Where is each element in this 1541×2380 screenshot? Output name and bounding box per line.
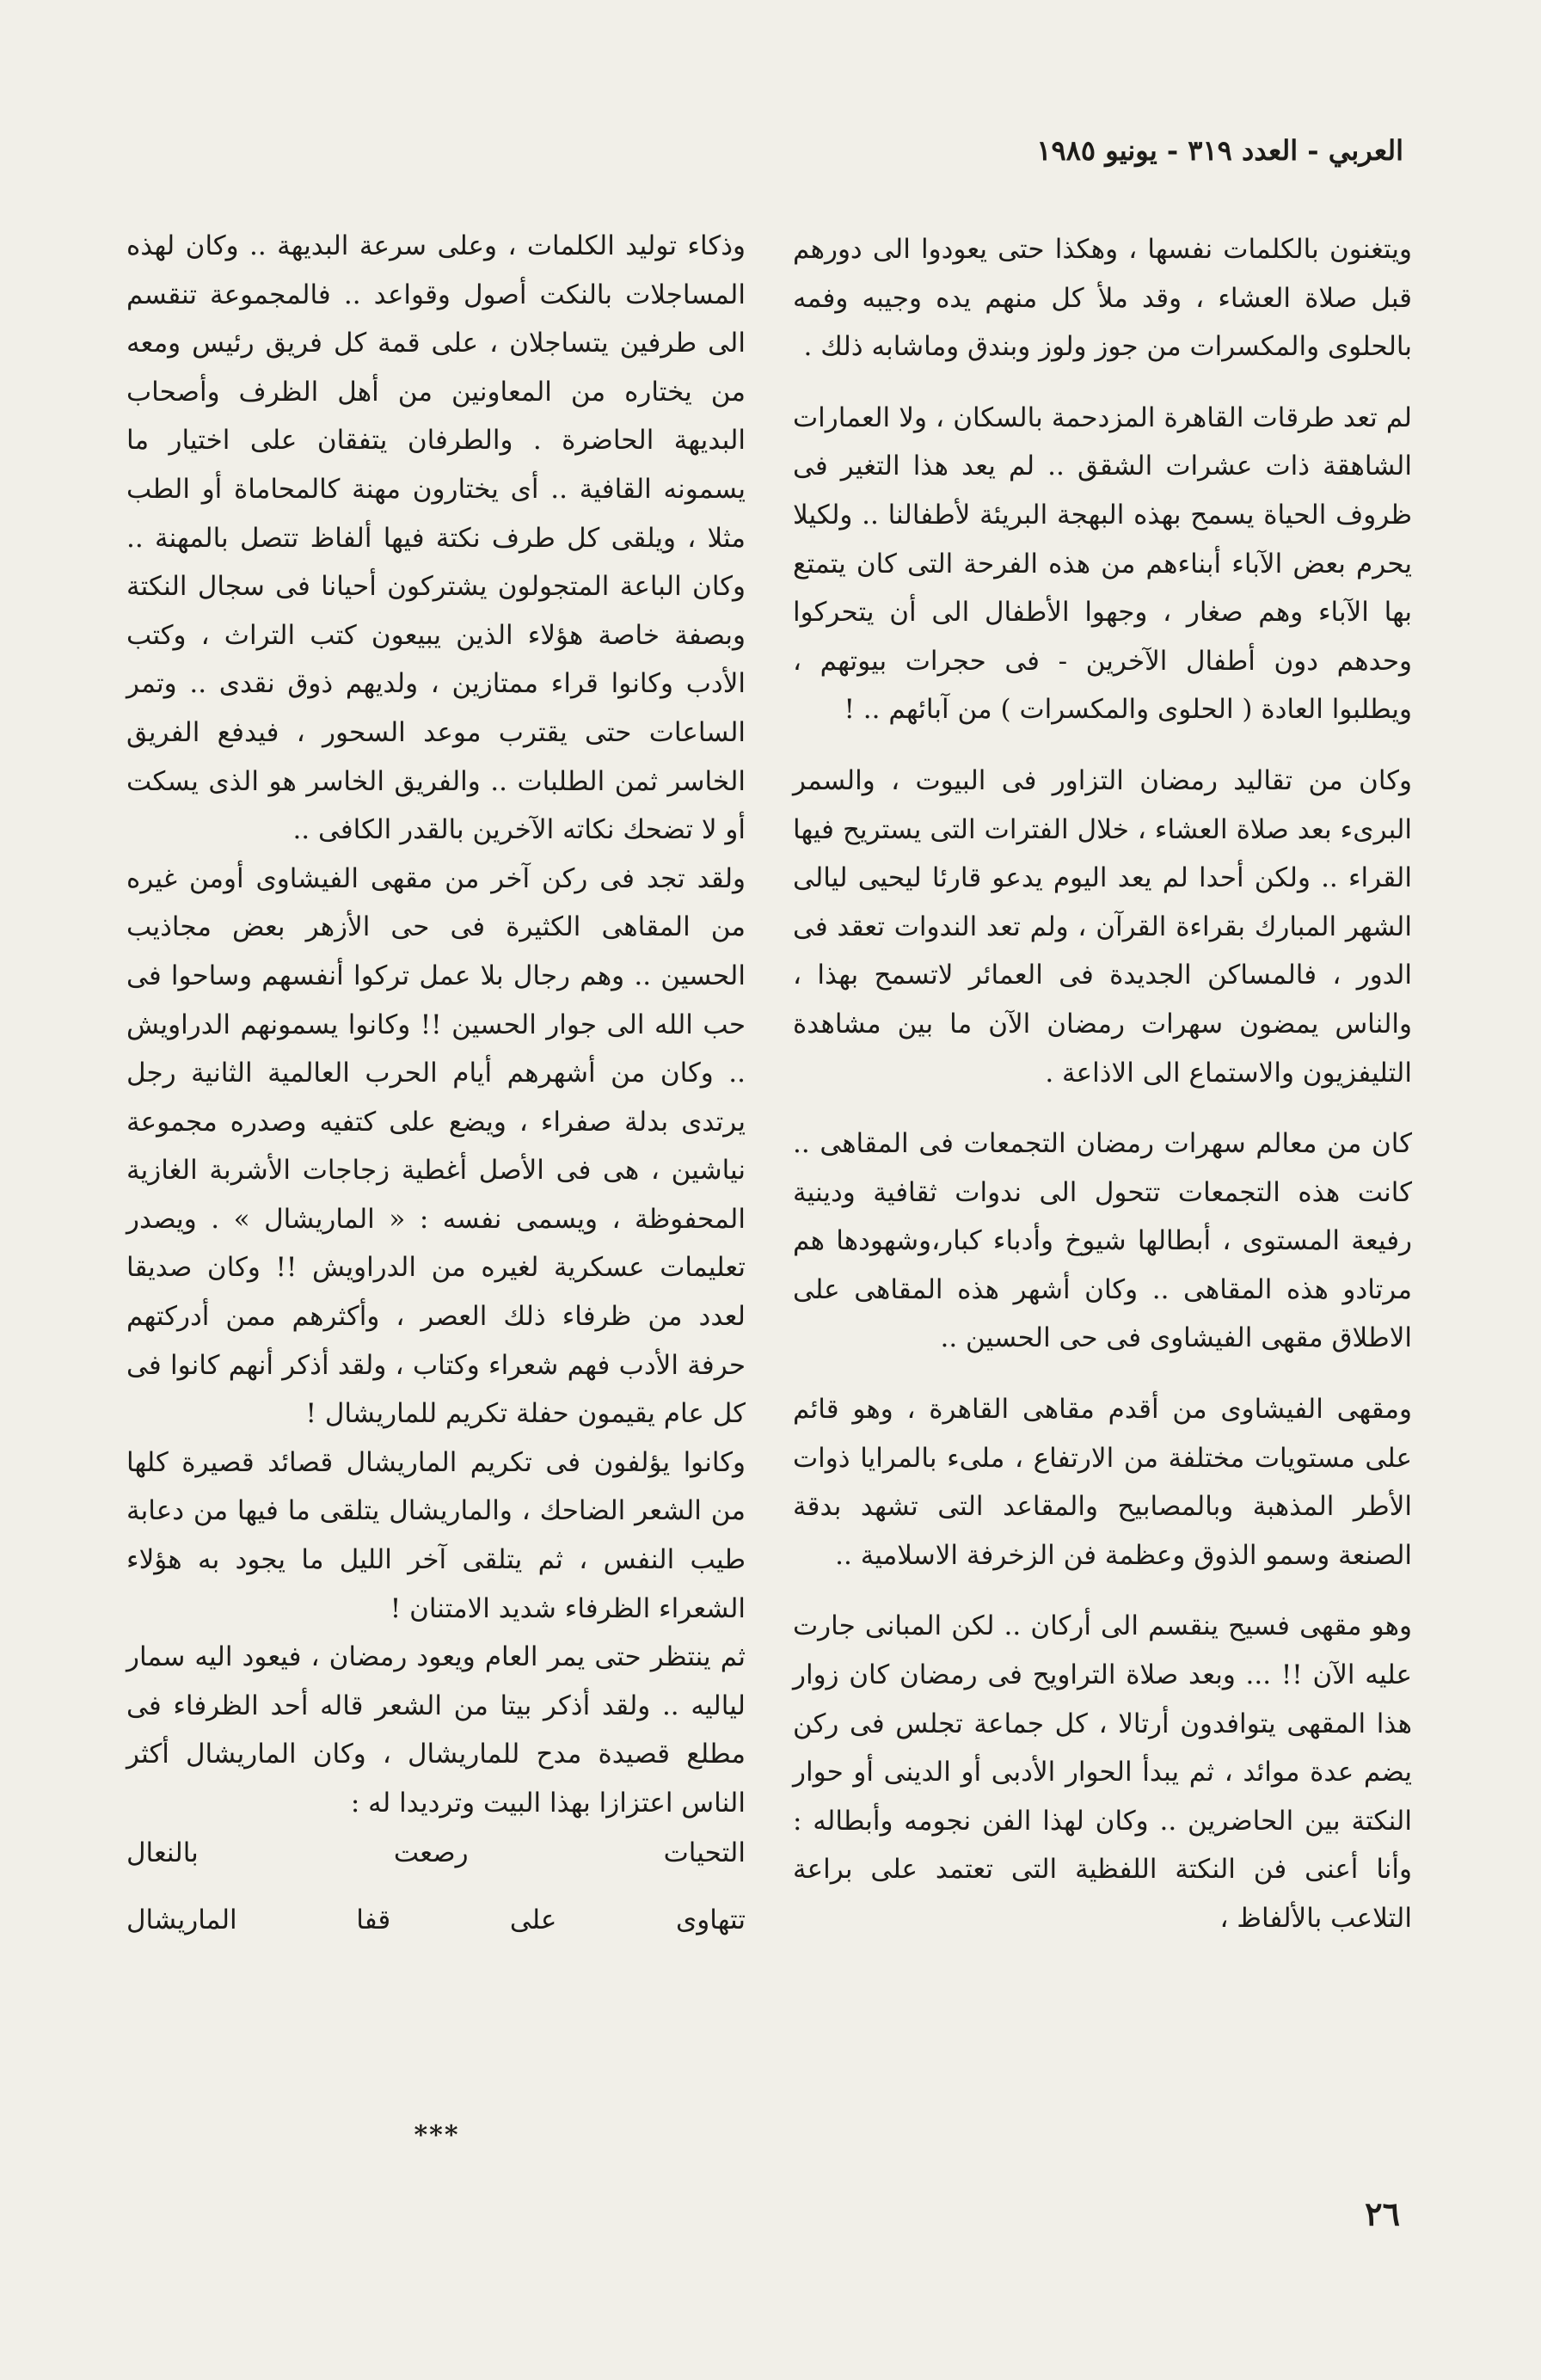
paragraph: وكانوا يؤلفون فى تكريم الماريشال قصائد قصيرة كلها من الشعر الضاحك ، والماريشال يتلقى ما فيها من دعابة طيب النفس ، ثم يتلقى آخر الليل ما يجود به هؤلاء الشعراء الظرفاء شديد الامتنان ! bbox=[126, 1446, 746, 1624]
paragraph: ثم ينتظر حتى يمر العام ويعود رمضان ، فيعود اليه سمار لياليه .. ولقد أذكر بيتا من الشعر قاله أحد الظرفاء فى مطلع قصيدة مدح للماريشال ، وكان الماريشال أكثر الناس اعتزازا بهذا البيت وترديدا له : bbox=[126, 1641, 746, 1819]
page-number: ٢٦ bbox=[1365, 2194, 1400, 2233]
paragraph: ولقد تجد فى ركن آخر من مقهى الفيشاوى أومن غيره من المقاهى الكثيرة فى حى الأزهر بعض مجاذيب الحسين .. وهم رجال بلا عمل تركوا أنفسهم وساحوا فى حب الله الى جوار الحسين !! وكانوا يسمونهم الدراويش .. وكان من أشهرهم أيام الحرب العالمية الثانية رجل يرتدى بدلة صفراء ، ويضع على كتفيه وصدره مجموعة نياشين ، هى فى الأصل أغطية زجاجات الأشربة الغازية المحفوظة ، ويسمى نفسه : « الماريشال » . ويصدر تعليمات عسكرية لغيره من الدراويش !! وكان صديقا لعدد من ظرفاء ذلك العصر ، وأكثرهم ممن أدركتهم حرفة الأدب فهم شعراء وكتاب ، ولقد أذكر أنهم كانوا فى كل عام يقيمون حفلة تكريم للماريشال ! bbox=[126, 862, 746, 1430]
paragraph: كان من معالم سهرات رمضان التجمعات فى المقاهى .. كانت هذه التجمعات تتحول الى ندوات ثقافية ودينية رفيعة المستوى ، أبطالها شيوخ وأدباء كبار،وشهودها هم مرتادو هذه المقاهى .. وكان أشهر هذه المقاهى على الاطلاق مقهى الفيشاوى فى حى الحسين .. bbox=[793, 1128, 1412, 1354]
paragraph: وكان من تقاليد رمضان التزاور فى البيوت ، والسمر البرىء بعد صلاة العشاء ، خلال الفترات التى يستريح فيها القراء .. ولكن أحدا لم يعد اليوم يدعو قارئا ليحيى ليالى الشهر المبارك بقراءة القرآن ، ولم تعد الندوات تعقد فى الدور ، فالمساكن الجديدة فى العمائر لاتسمح بهذا ، والناس يمضون سهرات رمضان الآن ما بين مشاهدة التليفزيون والاستماع الى الاذاعة . bbox=[793, 764, 1412, 1089]
paragraph: وذكاء توليد الكلمات ، وعلى سرعة البديهة .. وكان لهذه المساجلات بالنكت أصول وقواعد .. فالمجموعة تنقسم الى طرفين يتساجلان ، على قمة كل فريق رئيس ومعه من يختاره من المعاونين من أهل الظرف وأصحاب البديهة الحاضرة . والطرفان يتفقان على اختيار ما يسمونه القافية .. أى يختارون مهنة كالمحاماة أو الطب مثلا ، ويلقى كل طرف نكتة فيها ألفاظ تتصل بالمهنة .. وكان الباعة المتجولون يشتركون أحيانا فى سجال النكتة وبصفة خاصة هؤلاء الذين يبيعون كتب التراث ، وكتب الأدب وكانوا قراء ممتازين ، ولديهم ذوق نقدى .. وتمر الساعات حتى يقترب موعد السحور ، فيدفع الفريق الخاسر ثمن الطلبات .. والفريق الخاسر هو الذى يسكت أو لا تضحك نكاته الآخرين بالقدر الكافى .. bbox=[126, 230, 746, 846]
paragraph: لم تعد طرقات القاهرة المزدحمة بالسكان ، ولا العمارات الشاهقة ذات عشرات الشقق .. لم يعد هذا التغير فى ظروف الحياة يسمح بهذه البهجة البريئة لأطفالنا .. ولكيلا يحرم بعض الآباء أبناءهم من هذه الفرحة التى كان يتمتع بها الآباء وهم صغار ، وجهوا الأطفال الى أن يتحركوا وحدهم دون أطفال الآخرين - فى حجرات بيوتهم ، ويطلبوا العادة ( الحلوى والمكسرات ) من آبائهم .. ! bbox=[793, 402, 1413, 726]
paragraph: ويتغنون بالكلمات نفسها ، وهكذا حتى يعودوا الى دورهم قبل صلاة العشاء ، وقد ملأ كل منهم يده وجيبه وفمه بالحلوى والمكسرات من جوز ولوز وبندق وماشابه ذلك . bbox=[793, 234, 1412, 363]
verse-line-1: التحيات رصعت بالنعال bbox=[126, 1837, 746, 1868]
paragraph: ومقهى الفيشاوى من أقدم مقاهى القاهرة ، وهو قائم على مستويات مختلفة من الارتفاع ، ملىء بالمرايا ذوات الأطر المذهبة وبالمصابيح والمقاعد التى تشهد بدقة الصنعة وسمو الذوق وعظمة فن الزخرفة الاسلامية .. bbox=[793, 1394, 1412, 1571]
verse-line-2: تتهاوى على قفا الماريشال bbox=[126, 1904, 746, 1935]
running-header: العربي - العدد ٣١٩ - يونيو ١٩٨٥ bbox=[1036, 134, 1403, 167]
left-column bbox=[126, 222, 746, 1945]
paragraph: وهو مقهى فسيح ينقسم الى أركان .. لكن المبانى جارت عليه الآن !! ... وبعد صلاة التراويح فى رمضان كان زوار هذا المقهى يتوافدون أرتالا ، كل جماعة تجلس فى ركن يضم عدة موائد ، ثم يبدأ الحوار الأدبى أو الدينى أو حوار النكتة بين الحاضرين .. وكان لهذا الفن نجومه وأبطاله : وأنا أعنى فن النكتة اللفظية التى تعتمد على براعة التلاعب بالألفاظ ، bbox=[793, 1610, 1412, 1934]
end-of-article-mark: *** bbox=[414, 2120, 460, 2150]
right-column bbox=[793, 225, 1412, 1943]
